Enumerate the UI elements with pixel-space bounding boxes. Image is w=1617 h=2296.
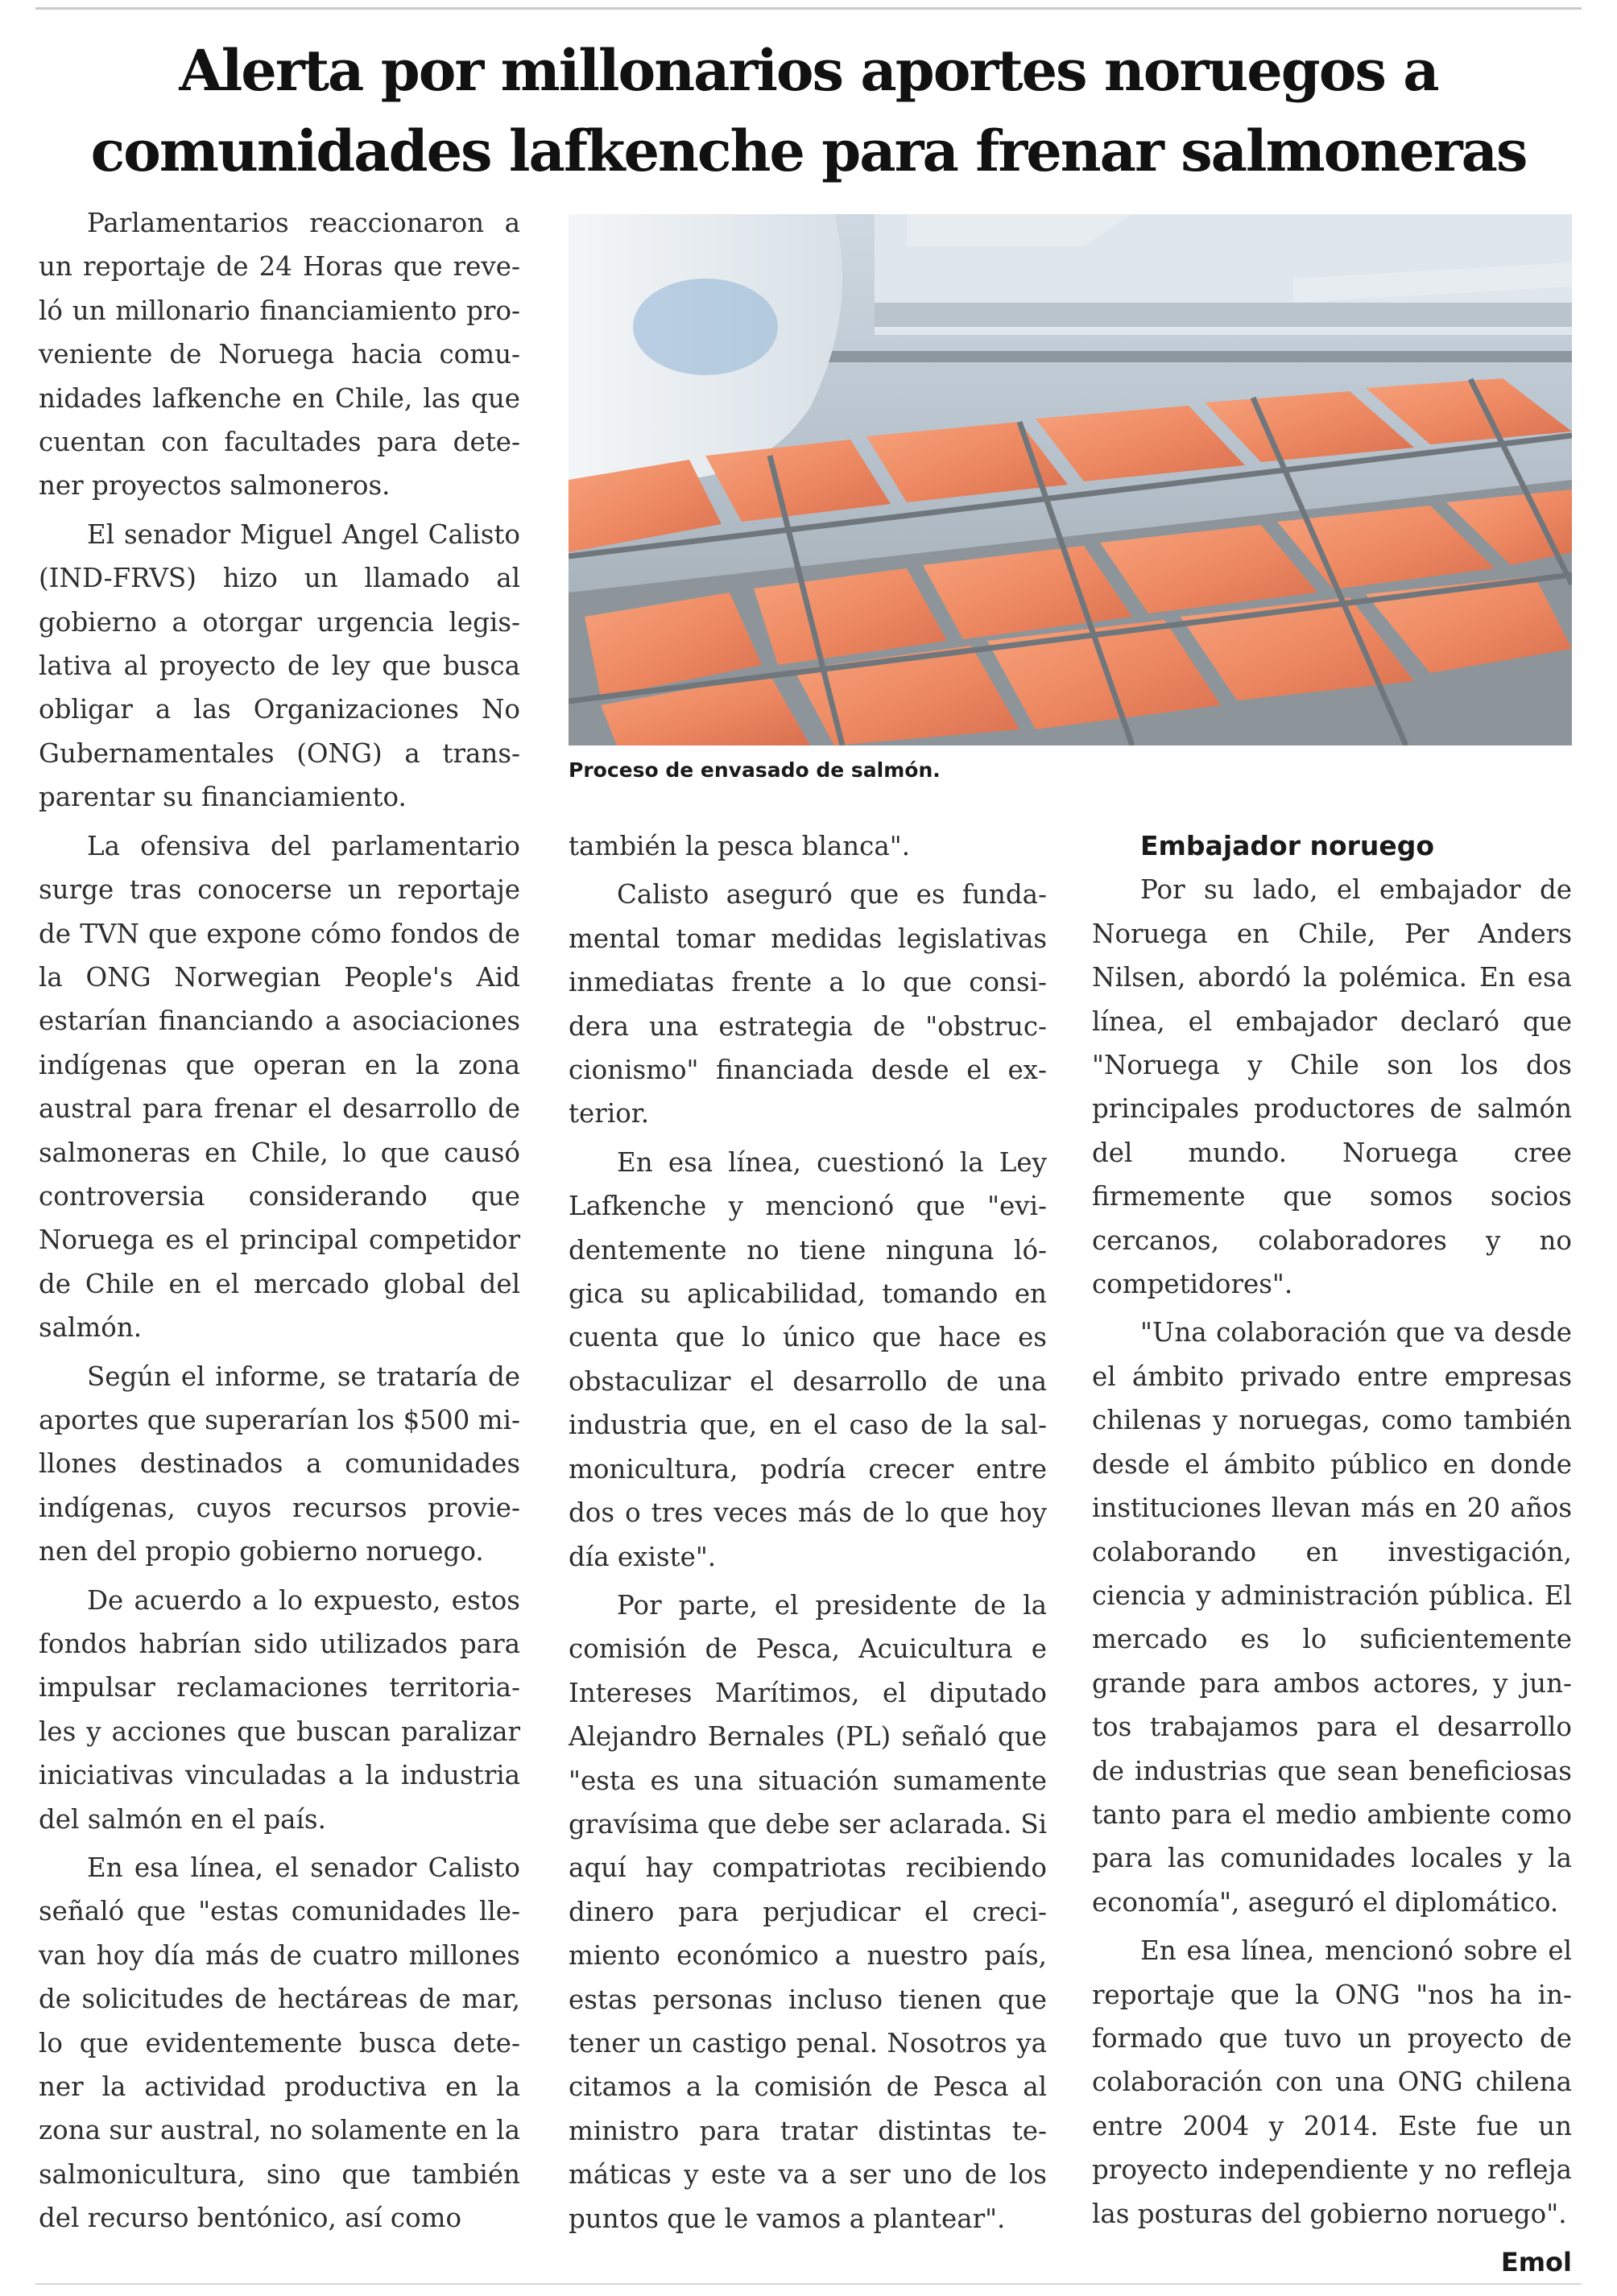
paragraph: Calisto aseguró que es fundamental tomar medidas legislativas inmediatas frente a lo que considera una estrategia de "obstruccionismo" financiada desde el exterior. bbox=[569, 879, 1047, 1129]
article-column-3 bbox=[1092, 824, 1572, 2289]
paragraph: también la pesca blanca". bbox=[569, 831, 911, 861]
paragraph: En esa línea, mencionó sobre el reportaje que la ONG "nos ha informado que tuvo un proyecto de colaboración con una ONG chilena entre 2004 y 2014. Este fue un proyecto independiente y no refleja las posturas del gobierno noruego". bbox=[1092, 1935, 1572, 2229]
paragraph: En esa línea, el senador Calisto señaló que "estas comunidades llevan hoy día más de cuatro millones de solicitudes de hectáreas de mar, lo que evidentemente busca detener la actividad productiva en la zona sur austral, no solamente en la salmonicultura, sino que también del recurso bentónico, así como bbox=[39, 1852, 520, 2234]
paragraph: En esa línea, cuestionó la Ley Lafkenche y mencionó que "evidentemente no tiene ninguna lógica su aplicabilidad, tomando en cuenta que lo único que hace es obstaculizar el desarrollo de una industria que, en el caso de la salmonicultura, podría crecer entre dos o tres veces más de lo que hoy día existe". bbox=[569, 1146, 1047, 1572]
headline bbox=[35, 31, 1582, 192]
article-column-1 bbox=[39, 201, 520, 2245]
subheading: Embajador noruego bbox=[1140, 830, 1435, 861]
paragraph: Por su lado, el embajador de Noruega en Chile, Per Anders Nilsen, abordó la polémica. En esa línea, el embajador declaró que "Noruega y Chile son los dos principales productores de salmón del mundo. Noruega cree firmemente que somos socios cercanos, colaboradores y no competidores". bbox=[1092, 874, 1572, 1300]
paragraph: La ofensiva del parlamentario surge tras conocerse un reportaje de TVN que expone cómo fondos de la ONG Norwegian People's Aid estarían financiando a asociaciones indígenas que operan en la zona austral para frenar el desarrollo de salmoneras en Chile, lo que causó controversia considerando que Noruega es el principal competidor de Chile en el mercado global del salmón. bbox=[39, 830, 520, 1344]
article-column-2 bbox=[569, 824, 1047, 2245]
paragraph: Según el informe, se trataría de aportes que superarían los $500 millones destinados a comunidades indígenas, cuyos recursos provienen del propio gobierno noruego. bbox=[39, 1361, 520, 1567]
salmon-packing-illustration bbox=[569, 214, 1572, 745]
paragraph: De acuerdo a lo expuesto, estos fondos habrían sido utilizados para impulsar reclamaciones territoriales y acciones que buscan paralizar iniciativas vinculadas a la industria del salmón en el país. bbox=[39, 1584, 520, 1835]
headline-line-2: comunidades lafkenche para frenar salmoneras bbox=[90, 118, 1527, 184]
salmon-packing-photo bbox=[569, 214, 1572, 745]
paragraph: El senador Miguel Angel Calisto (IND-FRVS) hizo un llamado al gobierno a otorgar urgencia legislativa al proyecto de ley que busca obligar a las Organizaciones No Gubernamentales (ONG) a transparentar su financiamiento. bbox=[39, 518, 520, 813]
paragraph: Parlamentarios reaccionaron a un reportaje de 24 Horas que reveló un millonario financiamiento proveniente de Noruega hacia comunidades lafkenche en Chile, las que cuentan con facultades para detener proyectos salmoneros. bbox=[39, 208, 520, 502]
photo-caption: Proceso de envasado de salmón. bbox=[569, 758, 941, 782]
bottom-rule bbox=[35, 2283, 1582, 2285]
top-rule bbox=[35, 7, 1582, 10]
paragraph: Por parte, el presidente de la comisión de Pesca, Acuicultura e Intereses Marítimos, el diputado Alejandro Bernales (PL) señaló que "esta es una situación sumamente gravísima que debe ser aclarada. Si aquí hay compatriotas recibiendo dinero para perjudicar el crecimiento económico a nuestro país, estas personas incluso tienen que tener un castigo penal. Nosotros ya citamos a la comisión de Pesca al ministro para tratar distintas temáticas y este va a ser uno de los puntos que le vamos a plantear". bbox=[569, 1589, 1047, 2234]
paragraph: "Una colaboración que va desde el ámbito privado entre empresas chilenas y noruegas, como también desde el ámbito público en donde instituciones llevan más en 20 años colaborando en investigación, ciencia y administración pública. El mercado es lo suficientemente grande para ambos actores, y juntos trabajamos para el desarrollo de industrias que sean beneficiosas tanto para el medio ambiente como para las comunidades locales y la economía", aseguró el diplomático. bbox=[1092, 1317, 1572, 1918]
byline: Emol bbox=[1500, 2247, 1572, 2277]
headline-line-1: Alerta por millonarios aportes noruegos a bbox=[179, 37, 1438, 104]
